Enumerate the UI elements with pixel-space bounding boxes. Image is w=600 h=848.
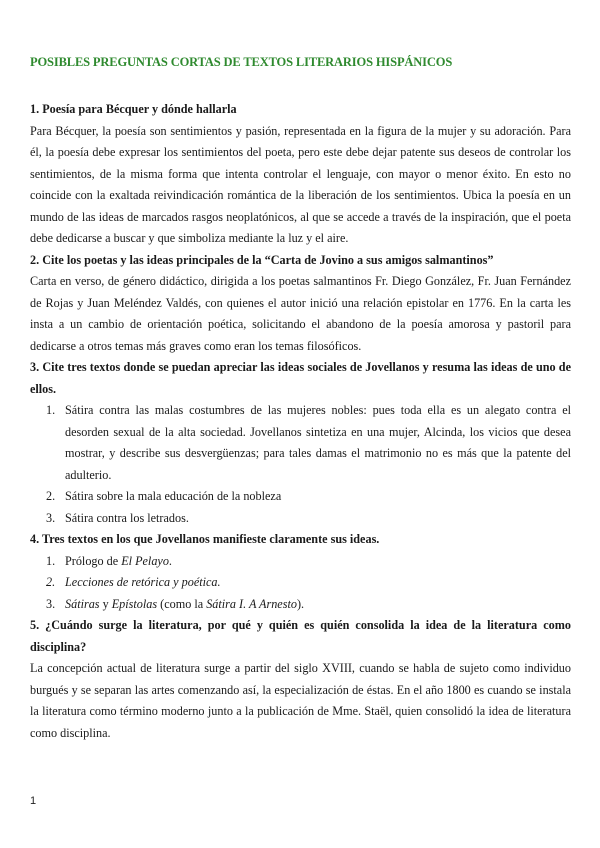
list-item-text-post: ). (296, 596, 305, 611)
list-item-number: 1. (46, 403, 56, 417)
list-item (30, 594, 571, 616)
list-item-text-mid: y (99, 596, 112, 611)
question-2-answer: Carta en verso, de género didáctico, dirigida a los poetas salmantinos Fr. Diego González, Fr. Juan Fernández de Rojas y Juan Meléndez Valdés, con quienes el autor inició una relación epistolar en 1776. En la carta les insta a un cambio de orientación poética, solicitando el abandono de la poesía amorosa y pastoril para dedicarse a otros temas más graves como eran los temas filosóficos. (30, 274, 571, 353)
question-1-heading: 1. Poesía para Bécquer y dónde hallarla (30, 102, 237, 116)
question-4-list (30, 551, 571, 616)
list-item-number: 1. (46, 553, 56, 568)
list-item-number: 2. (46, 489, 56, 503)
page-number: 1 (30, 795, 37, 807)
list-item-text: Sátira contra las malas costumbres de las mujeres nobles: pues toda ella es un alegato contra el desorden sexual de la alta sociedad. Jovellanos sintetiza en una mujer, Alcinda, los vicios que desea mostrar, y describe sus desvergüenzas; para tales damas el matrimonio no es más que la patente del adulterio. (65, 403, 571, 482)
list-item-number: 3. (46, 596, 56, 611)
work-title-epistolas: Epístolas (111, 596, 158, 611)
work-title-el-pelayo: El Pelayo (121, 553, 169, 568)
work-title-satiras: Sátiras (65, 596, 100, 611)
document-body (30, 99, 571, 744)
question-5-answer: La concepción actual de literatura surge a partir del siglo XVIII, cuando se habla de sujeto como individuo burgués y se separan las artes comenzando así, la especialización de éstas. En el año 1800 es cuando se instala la literatura como término moderno junto a la publicación de Mme. Staël, quien consolidó la idea de literatura como disciplina. (30, 661, 571, 740)
work-title-satira-arnesto: Sátira I. A Arnesto (206, 596, 297, 611)
question-3-heading: 3. Cite tres textos donde se puedan apreciar las ideas sociales de Jovellanos y resuma las ideas de uno de ellos. (30, 360, 571, 396)
list-item (30, 508, 571, 530)
list-item (30, 572, 571, 594)
question-3-list (30, 400, 571, 529)
list-item-text-pre: Prólogo de (65, 553, 122, 568)
list-item-text: Sátira sobre la mala educación de la nobleza (65, 489, 282, 503)
work-title-lecciones: Lecciones de retórica y poética. (65, 575, 221, 589)
list-item-number: 3. (46, 510, 56, 525)
question-2-heading: 2. Cite los poetas y las ideas principales de la “Carta de Jovino a sus amigos salmantinos” (30, 252, 494, 267)
list-item (30, 551, 571, 573)
question-1-answer: Para Bécquer, la poesía son sentimientos y pasión, representada en la figura de la mujer y su adoración. Para él, la poesía debe expresar los sentimientos del poeta, pero este debe dejar patente sus deseos de controlar los sentimientos, de la misma forma que intenta controlar el lenguaje, con mayor o menor éxito. En esto no coincide con la exaltada reivindicación romántica de la liberación de los sentimientos. Ubica la poesía en un mundo de las ideas de marcados rasgos neoplatónicos, al que se accede a través de la inspiración, que el poeta debe dedicarse a buscar y que simboliza mediante la luz y el aire. (30, 123, 571, 245)
list-item (30, 486, 571, 508)
list-item-text-post: . (168, 553, 172, 568)
question-4-heading: 4. Tres textos en los que Jovellanos manifieste claramente sus ideas. (30, 532, 380, 546)
document-title: POSIBLES PREGUNTAS CORTAS DE TEXTOS LITERARIOS HISPÁNICOS (30, 55, 453, 69)
list-item (30, 400, 571, 486)
list-item-number: 2. (46, 575, 56, 589)
list-item-text: Sátira contra los letrados. (65, 510, 189, 525)
question-5-heading: 5. ¿Cuándo surge la literatura, por qué y quién es quién consolida la idea de la literatura como disciplina? (30, 618, 571, 654)
list-item-text-mid: (como la (157, 596, 207, 611)
